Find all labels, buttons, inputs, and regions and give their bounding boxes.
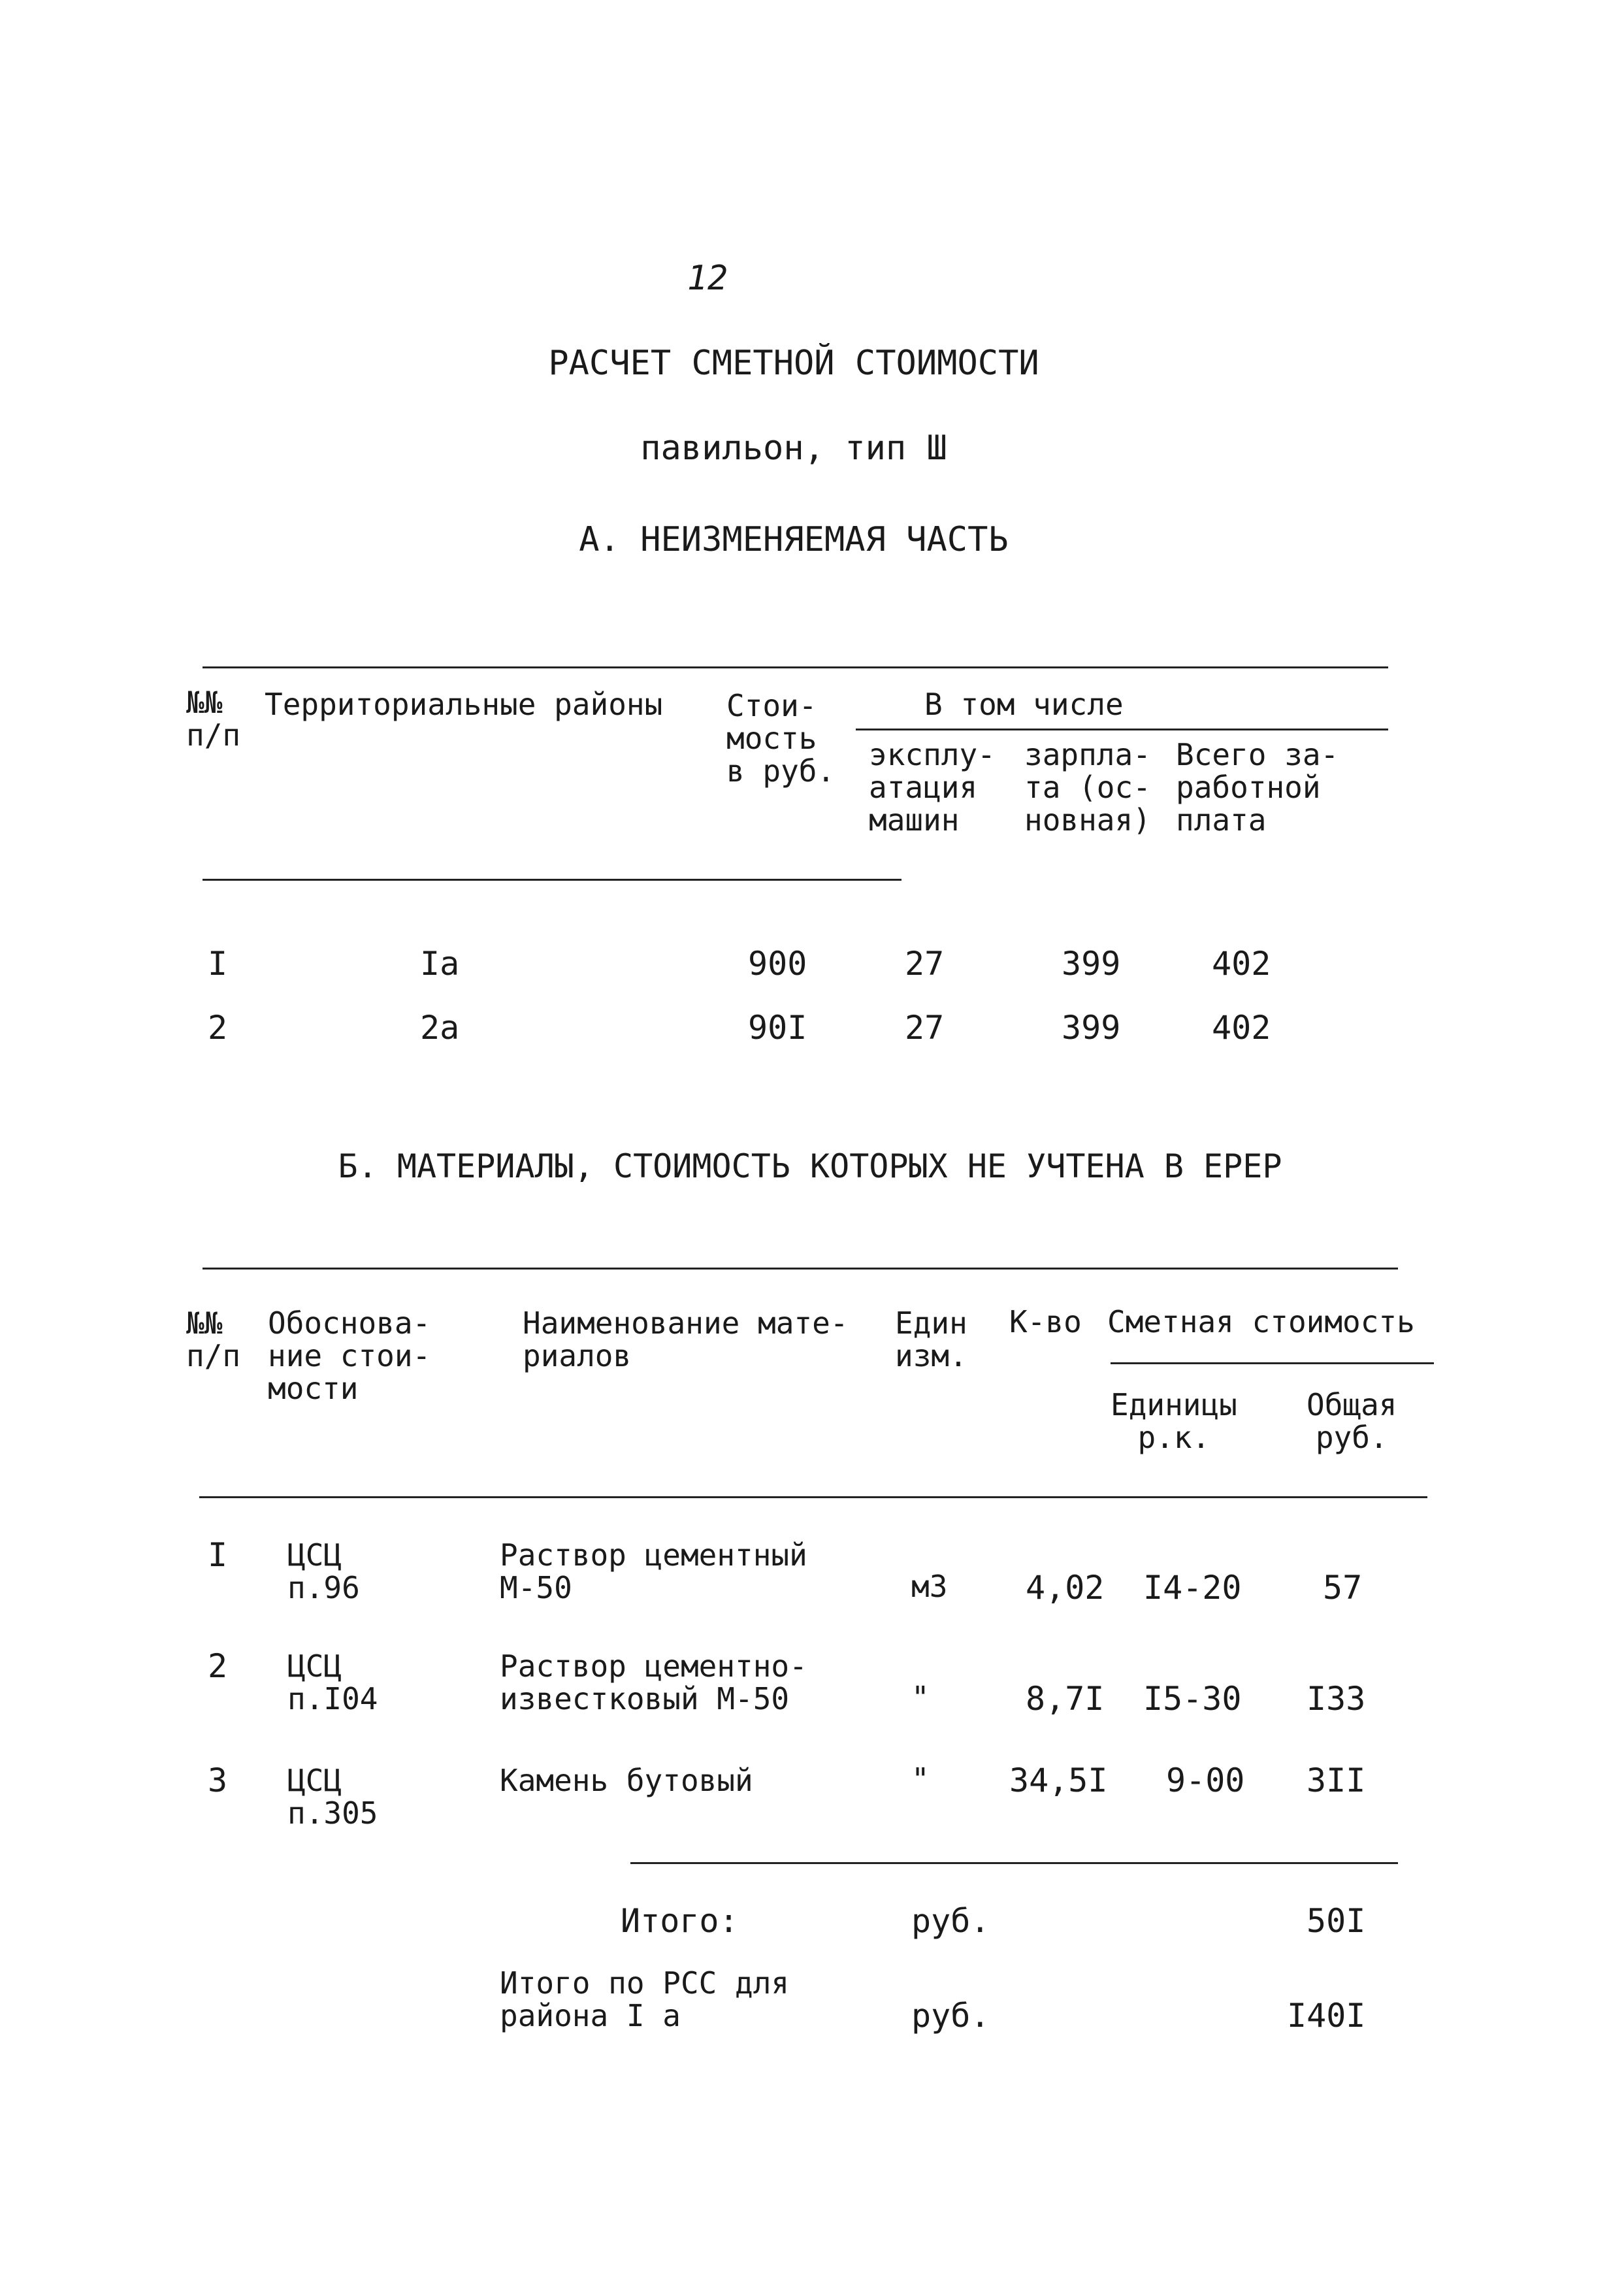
row-unit-price: I4-20 bbox=[1143, 1569, 1242, 1607]
document-title: РАСЧЕТ СМЕТНОЙ СТОИМОСТИ bbox=[548, 344, 1039, 383]
row-unit: " bbox=[911, 1761, 930, 1797]
row-cost: 90I bbox=[748, 1009, 807, 1047]
row-unit-price: 9-00 bbox=[1166, 1761, 1245, 1799]
totals-unit: руб. bbox=[911, 1902, 990, 1940]
row-total: 57 bbox=[1323, 1569, 1363, 1607]
row-qty: 34,5I bbox=[1009, 1761, 1108, 1799]
table-b-header-unit-price: Единицы р.к. bbox=[1111, 1387, 1237, 1455]
row-basis: ЦСЦ п.I04 bbox=[287, 1648, 378, 1716]
row-cost: 900 bbox=[748, 945, 807, 983]
totals-unit: руб. bbox=[911, 1997, 990, 2035]
section-a-heading: А. НЕИЗМЕНЯЕМАЯ ЧАСТЬ bbox=[579, 520, 1009, 559]
table-a-header-total-wage: Всего за- работной плата bbox=[1176, 737, 1339, 838]
totals-value: I40I bbox=[1287, 1997, 1366, 2035]
page-number: 12 bbox=[687, 259, 728, 298]
row-total-wage: 402 bbox=[1212, 1009, 1271, 1047]
row-total-wage: 402 bbox=[1212, 945, 1271, 983]
table-a-subheader-rule bbox=[856, 729, 1388, 730]
row-basis: ЦСЦ п.96 bbox=[287, 1537, 360, 1605]
totals-rule bbox=[630, 1862, 1398, 1864]
table-a-header-including: В том числе bbox=[924, 687, 1124, 722]
table-a-top-rule bbox=[203, 666, 1388, 668]
row-num: 2 bbox=[207, 1647, 228, 1685]
row-name: Камень бутовый bbox=[500, 1763, 753, 1798]
row-total: I33 bbox=[1307, 1680, 1366, 1718]
row-name: Раствор цементный М-50 bbox=[500, 1537, 807, 1605]
row-name: Раствор цементно- известковый М-50 bbox=[500, 1648, 807, 1716]
section-b-heading: Б. МАТЕРИАЛЫ, СТОИМОСТЬ КОТОРЫХ НЕ УЧТЕНА В ЕРЕР bbox=[338, 1147, 1282, 1185]
row-num: I bbox=[207, 945, 228, 983]
row-unit: " bbox=[911, 1680, 930, 1715]
table-b-header-unit: Един изм. bbox=[895, 1305, 967, 1373]
row-unit-price: I5-30 bbox=[1143, 1680, 1242, 1718]
table-a-header-region: Территориальные районы bbox=[265, 687, 663, 722]
row-num: I bbox=[207, 1536, 228, 1574]
table-a-header-bottom-rule bbox=[203, 879, 901, 881]
table-b-header-num: №№ п/п bbox=[186, 1305, 241, 1373]
row-num: 2 bbox=[207, 1009, 228, 1047]
row-qty: 8,7I bbox=[1026, 1680, 1105, 1718]
table-a-header-num: №№ п/п bbox=[186, 685, 241, 753]
table-a-header-machines: эксплу- атация машин bbox=[869, 737, 996, 838]
table-b-top-rule bbox=[203, 1268, 1398, 1270]
document-subtitle: павильон, тип Ш bbox=[640, 429, 947, 468]
table-b-header-name: Наименование мате- риалов bbox=[523, 1305, 849, 1373]
totals-value: 50I bbox=[1307, 1902, 1366, 1940]
table-b-header-basis: Обоснова- ние стои- мости bbox=[268, 1305, 431, 1406]
row-wage: 399 bbox=[1062, 945, 1121, 983]
row-total: 3II bbox=[1307, 1761, 1366, 1799]
table-b-header-estimate: Сметная стоимость bbox=[1107, 1304, 1415, 1339]
table-a-header-wage: зарпла- та (ос- новная) bbox=[1024, 737, 1151, 838]
totals-label: Итого по РСС для района I а bbox=[500, 1965, 790, 2033]
table-b-header-bottom-rule bbox=[199, 1496, 1427, 1498]
row-wage: 399 bbox=[1062, 1009, 1121, 1047]
row-num: 3 bbox=[207, 1761, 228, 1799]
table-b-header-qty: К-во bbox=[1009, 1304, 1082, 1339]
row-machines: 27 bbox=[905, 1009, 945, 1047]
table-b-header-total: Общая руб. bbox=[1307, 1387, 1397, 1455]
table-a-header-cost: Стои- мость в руб. bbox=[726, 688, 836, 789]
row-unit: м3 bbox=[911, 1569, 948, 1604]
totals-label: Итого: bbox=[621, 1902, 739, 1940]
row-qty: 4,02 bbox=[1026, 1569, 1105, 1607]
row-region: Iа bbox=[420, 945, 460, 983]
row-machines: 27 bbox=[905, 945, 945, 983]
row-region: 2а bbox=[420, 1009, 460, 1047]
row-basis: ЦСЦ п.305 bbox=[287, 1763, 378, 1831]
table-b-subheader-rule bbox=[1111, 1362, 1434, 1364]
